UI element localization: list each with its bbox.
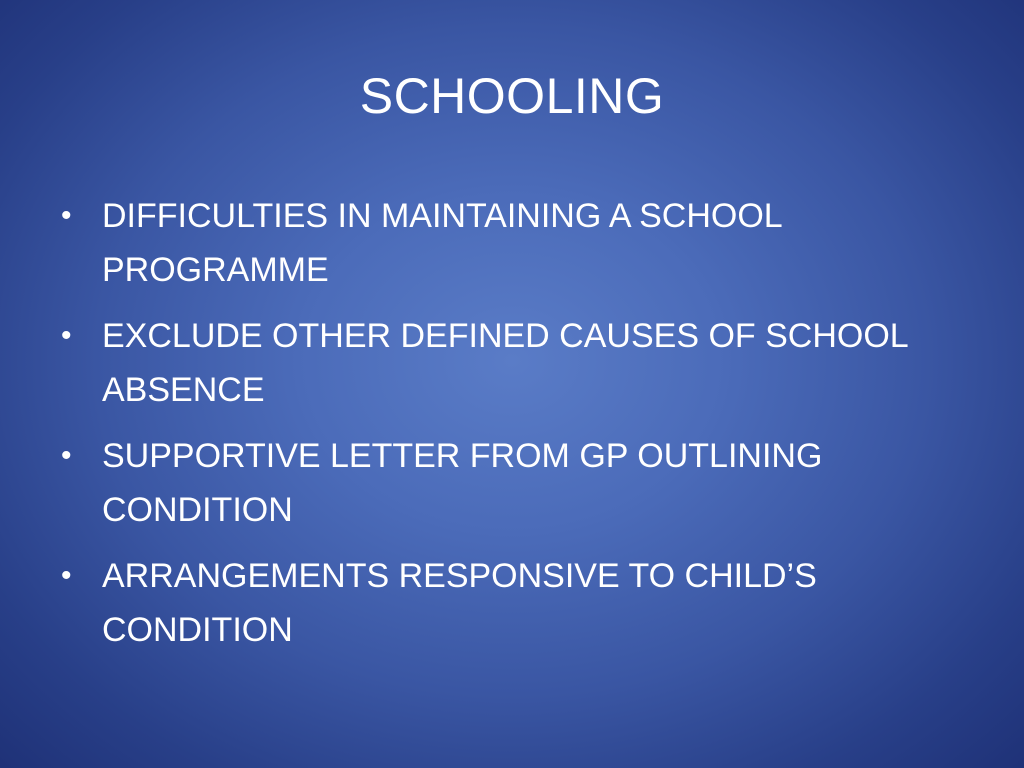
bullet-item <box>56 309 976 417</box>
bullet-list <box>56 189 976 669</box>
bullet-text: EXCLUDE OTHER DEFINED CAUSES OF SCHOOL ABSENCE <box>102 317 908 409</box>
bullet-item <box>56 429 976 537</box>
bullet-text: SUPPORTIVE LETTER FROM GP OUTLINING CONDITION <box>102 437 823 529</box>
bullet-marker-icon: • <box>61 199 72 232</box>
bullet-text: ARRANGEMENTS RESPONSIVE TO CHILD’S CONDITION <box>102 557 817 649</box>
bullet-marker-icon: • <box>61 319 72 352</box>
bullet-marker-icon: • <box>61 439 72 472</box>
bullet-item <box>56 189 976 297</box>
bullet-text: DIFFICULTIES IN MAINTAINING A SCHOOL PROGRAMME <box>102 197 782 289</box>
slide-title: SCHOOLING <box>359 68 665 124</box>
bullet-item <box>56 549 976 657</box>
bullet-marker-icon: • <box>61 559 72 592</box>
